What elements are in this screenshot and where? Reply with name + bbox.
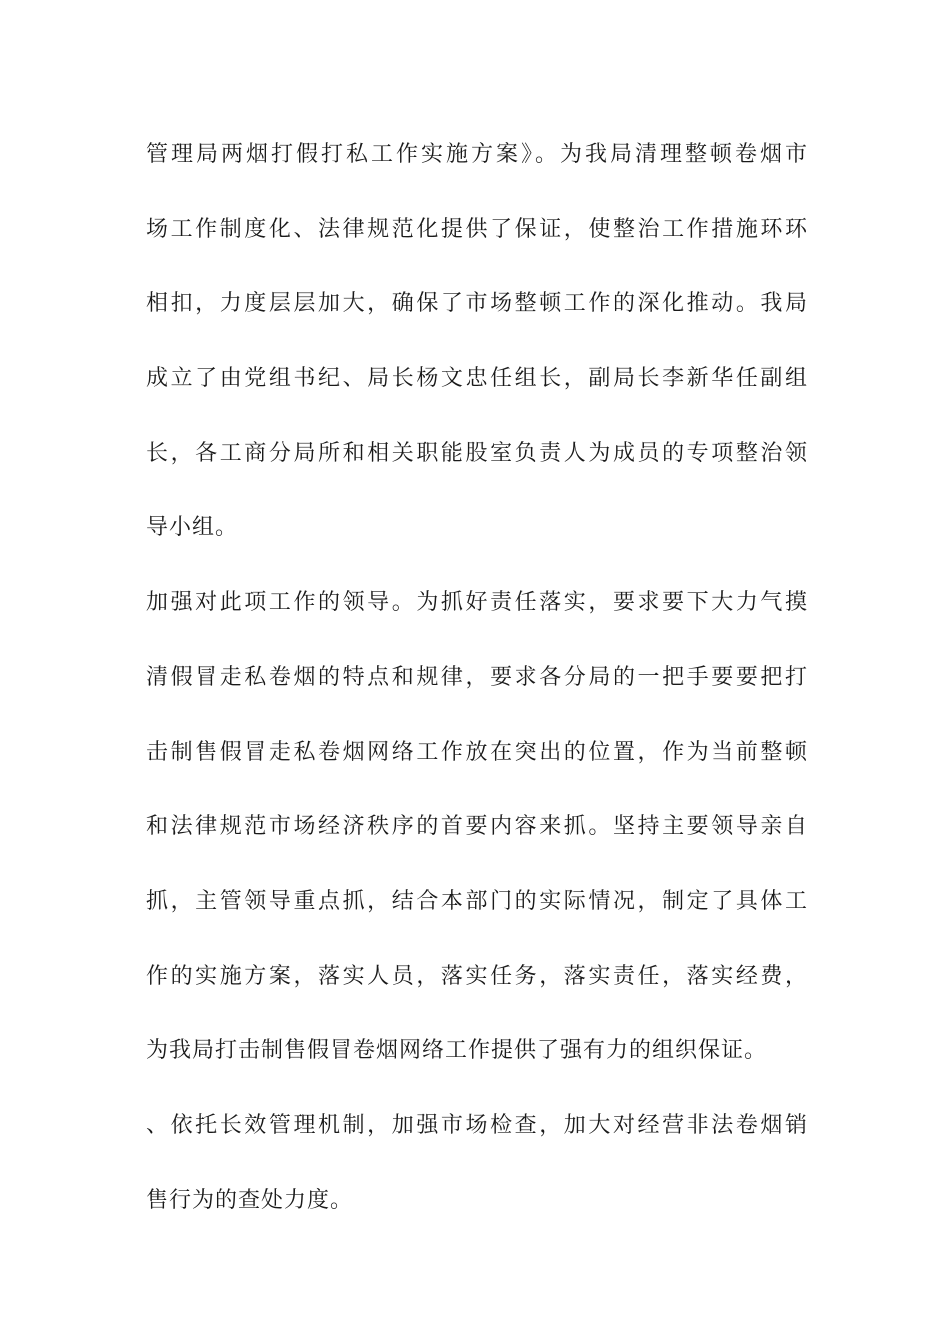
text-line: 击制售假冒走私卷烟网络工作放在突出的位置，作为当前整顿 xyxy=(146,739,808,765)
text-line: 和法律规范市场经济秩序的首要内容来抓。坚持主要领导亲自 xyxy=(146,814,808,840)
text-line: 管理局两烟打假打私工作实施方案》。为我局清理整顿卷烟市 xyxy=(146,142,808,167)
text-line: 相扣，力度层层加大，确保了市场整顿工作的深化推动。我局 xyxy=(146,291,808,317)
text-line: 售行为的查处力度。 xyxy=(146,1187,354,1213)
text-line: 场工作制度化、法律规范化提供了保证，使整治工作措施环环 xyxy=(146,216,808,242)
text-line: 、依托长效管理机制，加强市场检查，加大对经营非法卷烟销 xyxy=(146,1112,808,1138)
text-line: 作的实施方案，落实人员，落实任务，落实责任，落实经费， xyxy=(146,963,808,989)
text-line: 抓，主管领导重点抓，结合本部门的实际情况，制定了具体工 xyxy=(146,888,808,914)
text-line: 导小组。 xyxy=(146,515,239,541)
text-line: 长，各工商分局所和相关职能股室负责人为成员的专项整治领 xyxy=(146,440,808,466)
text-line: 清假冒走私卷烟的特点和规律，要求各分局的一把手要要把打 xyxy=(146,664,808,690)
text-line: 加强对此项工作的领导。为抓好责任落实，要求要下大力气摸 xyxy=(146,590,808,616)
text-line: 为我局打击制售假冒卷烟网络工作提供了强有力的组织保证。 xyxy=(146,1038,768,1064)
text-line: 成立了由党组书纪、局长杨文忠任组长，副局长李新华任副组 xyxy=(146,366,808,392)
document-body xyxy=(146,130,808,1250)
